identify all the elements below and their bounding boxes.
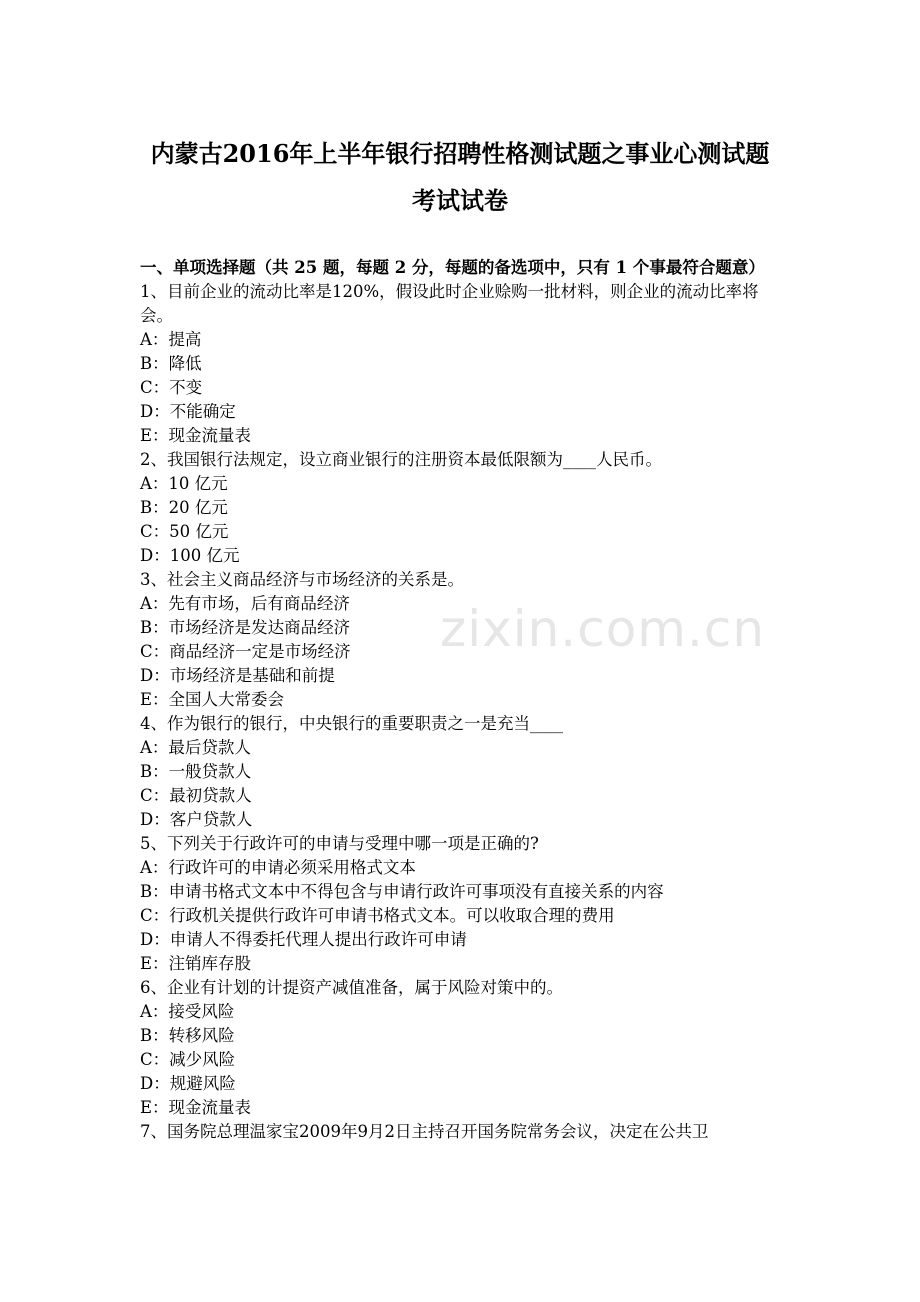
section-heading: 一、单项选择题（共 25 题，每题 2 分，每题的备选项中，只有 1 个事最符合题意） — [140, 258, 765, 277]
answer-option: B：转移风险 — [140, 1026, 235, 1045]
question-stem: 4、作为银行的银行，中央银行的重要职责之一是充当____ — [140, 714, 563, 733]
answer-option: C：商品经济一定是市场经济 — [140, 642, 351, 661]
answer-option: B：市场经济是发达商品经济 — [140, 618, 351, 637]
question-block — [140, 448, 785, 568]
answer-option: A：10 亿元 — [140, 474, 228, 493]
answer-option: C：不变 — [140, 378, 203, 397]
answer-option: A：最后贷款人 — [140, 738, 251, 757]
answer-option: D：申请人不得委托代理人提出行政许可申请 — [140, 930, 467, 949]
answer-option: E：全国人大常委会 — [140, 690, 285, 709]
answer-option: B：20 亿元 — [140, 498, 228, 517]
question-stem: 6、企业有计划的计提资产减值准备，属于风险对策中的。 — [140, 978, 563, 997]
answer-option: B：降低 — [140, 354, 202, 373]
question-block — [140, 1120, 785, 1144]
question-block — [140, 832, 785, 976]
question-block — [140, 568, 785, 712]
answer-option: E：注销库存股 — [140, 954, 252, 973]
question-stem: 5、下列关于行政许可的申请与受理中哪一项是正确的? — [140, 834, 539, 853]
question-stem: 2、我国银行法规定，设立商业银行的注册资本最低限额为____人民币。 — [140, 450, 662, 469]
question-block — [140, 712, 785, 832]
answer-option: D：客户贷款人 — [140, 810, 253, 829]
answer-option: C：50 亿元 — [140, 522, 229, 541]
answer-option: D：规避风险 — [140, 1074, 236, 1093]
answer-option: E：现金流量表 — [140, 426, 252, 445]
answer-option: E：现金流量表 — [140, 1098, 252, 1117]
question-block — [140, 280, 785, 448]
answer-option: A：接受风险 — [140, 1002, 235, 1021]
answer-option: C：减少风险 — [140, 1050, 236, 1069]
document-title-line1: 内蒙古2016年上半年银行招聘性格测试题之事业心测试题 — [150, 139, 770, 168]
document-title-line2: 考试试卷 — [412, 186, 508, 215]
answer-option: B：一般贷款人 — [140, 762, 252, 781]
answer-option: D：100 亿元 — [140, 546, 240, 565]
answer-option: D：市场经济是基础和前提 — [140, 666, 335, 685]
answer-option: C：行政机关提供行政许可申请书格式文本。可以收取合理的费用 — [140, 906, 615, 925]
question-list — [140, 280, 785, 1144]
answer-option: A：先有市场，后有商品经济 — [140, 594, 350, 613]
question-block — [140, 976, 785, 1120]
answer-option: D：不能确定 — [140, 402, 236, 421]
exam-content — [140, 256, 785, 1144]
question-stem: 3、社会主义商品经济与市场经济的关系是。 — [140, 570, 464, 589]
question-stem: 1、目前企业的流动比率是120%，假设此时企业赊购一批材料，则企业的流动比率将会。 — [140, 282, 759, 325]
answer-option: A：提高 — [140, 330, 202, 349]
watermark: zixin.com.cn — [440, 600, 766, 658]
answer-option: B：申请书格式文本中不得包含与申请行政许可事项没有直接关系的内容 — [140, 882, 664, 901]
answer-option: C：最初贷款人 — [140, 786, 252, 805]
question-stem: 7、国务院总理温家宝2009年9月2日主持召开国务院常务会议，决定在公共卫 — [140, 1122, 709, 1141]
answer-option: A：行政许可的申请必须采用格式文本 — [140, 858, 416, 877]
